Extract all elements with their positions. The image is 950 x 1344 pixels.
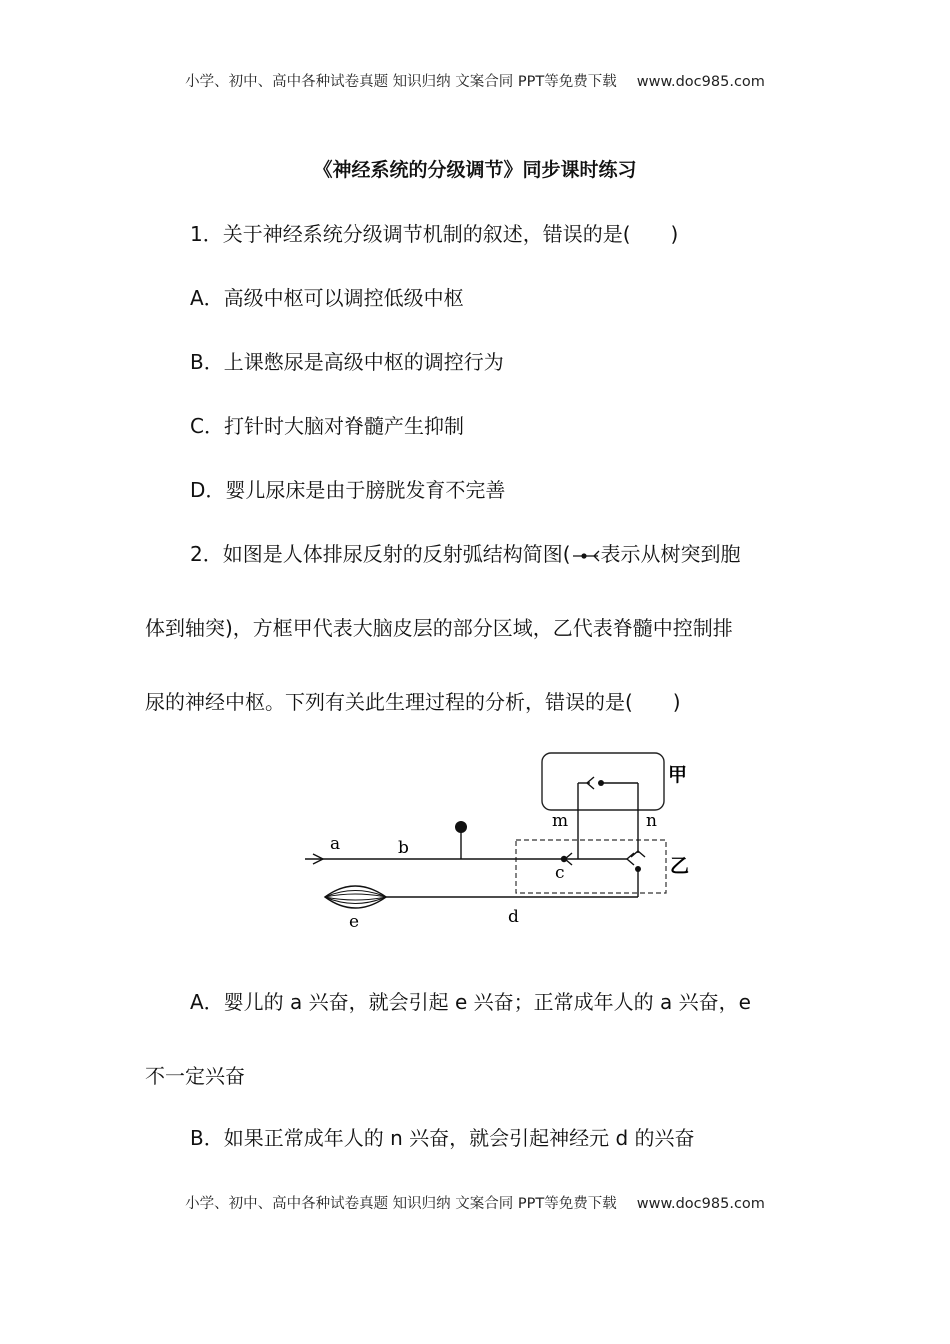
q2-stem-line1 — [190, 538, 741, 567]
label-n: n — [646, 811, 657, 831]
q2-stem-line3: 尿的神经中枢。下列有关此生理过程的分析，错误的是( ) — [145, 690, 681, 714]
label-d: d — [508, 907, 519, 927]
page-footer — [0, 1192, 950, 1213]
page-header — [0, 70, 950, 91]
neuron-direction-icon — [571, 549, 601, 563]
q1-stem: 1．关于神经系统分级调节机制的叙述，错误的是( ) — [190, 222, 679, 246]
label-yi: 乙 — [670, 855, 690, 877]
reflex-arc-figure — [290, 745, 710, 940]
q2-stem-line2: 体到轴突)，方框甲代表大脑皮层的部分区域，乙代表脊髓中控制排 — [145, 616, 733, 640]
page-title: 《神经系统的分级调节》同步课时练习 — [313, 159, 637, 181]
q1-option-b: B．上课憋尿是高级中枢的调控行为 — [190, 350, 504, 374]
ganglion-soma — [455, 821, 467, 833]
q2-option-a-line2: 不一定兴奋 — [145, 1064, 245, 1088]
q2-stem-post: 表示从树突到胞 — [600, 542, 741, 566]
q1-option-c: C．打针时大脑对脊髓产生抑制 — [190, 414, 464, 438]
label-b: b — [398, 838, 409, 858]
q2-stem-pre: 2．如图是人体排尿反射的反射弧结构简图( — [190, 542, 571, 566]
header-site[interactable]: www.doc985.com — [636, 74, 765, 90]
footer-text: 小学、初中、高中各种试卷真题 知识归纳 文案合同 PPT等免费下载 — [185, 1196, 617, 1212]
label-c: c — [555, 863, 565, 883]
footer-site[interactable]: www.doc985.com — [636, 1196, 765, 1212]
label-m: m — [552, 811, 569, 831]
q2-option-b: B．如果正常成年人的 n 兴奋，就会引起神经元 d 的兴奋 — [190, 1126, 695, 1150]
q1-option-a: A．高级中枢可以调控低级中枢 — [190, 286, 464, 310]
label-jia: 甲 — [668, 764, 688, 786]
spinal-cord-box — [516, 840, 666, 893]
header-text: 小学、初中、高中各种试卷真题 知识归纳 文案合同 PPT等免费下载 — [185, 74, 617, 90]
label-e: e — [349, 912, 360, 932]
label-a: a — [330, 834, 341, 854]
effector-muscle — [325, 886, 386, 908]
q1-option-d: D．婴儿尿床是由于膀胱发育不完善 — [190, 478, 506, 502]
q2-option-a-line1: A．婴儿的 a 兴奋，就会引起 e 兴奋；正常成年人的 a 兴奋，e — [190, 990, 751, 1014]
